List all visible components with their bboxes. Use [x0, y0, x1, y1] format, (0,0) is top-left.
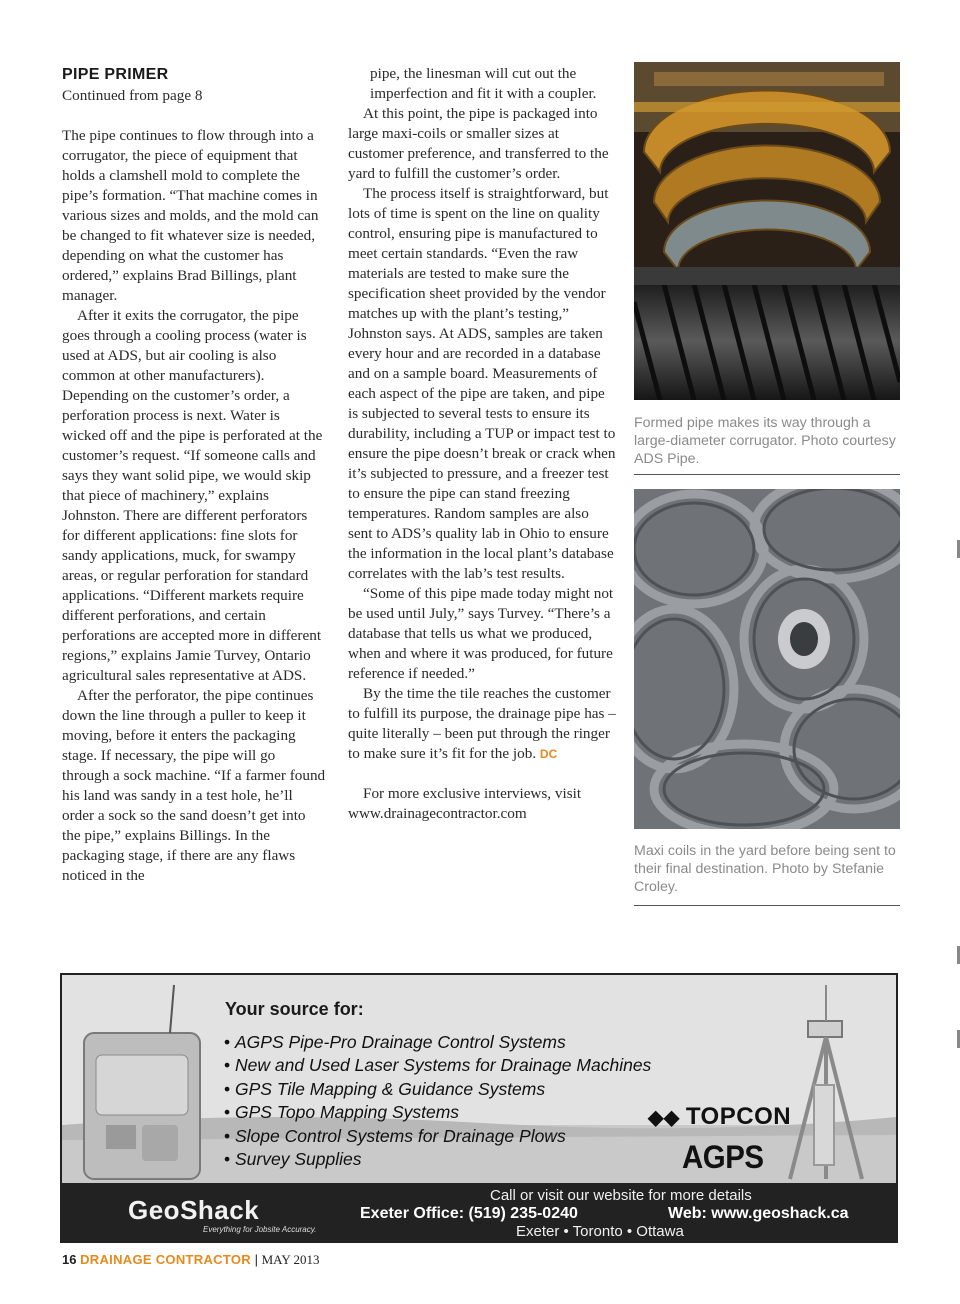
- maxi-coils-photo: [634, 489, 900, 829]
- paragraph: [348, 684, 616, 764]
- ad-list-item: • Slope Control Systems for Drainage Plows: [224, 1125, 651, 1148]
- locations: Exeter • Toronto • Ottawa: [516, 1223, 684, 1240]
- office-phone[interactable]: Exeter Office: (519) 235-0240: [360, 1205, 578, 1222]
- ad-list-item: • AGPS Pipe-Pro Drainage Control Systems: [224, 1031, 651, 1054]
- corrugator-photo: [634, 62, 900, 400]
- photo2-caption: Maxi coils in the yard before being sent to their final destination. Photo by Stefanie Croley.: [634, 843, 896, 895]
- geoshack-logo: GeoShack: [128, 1195, 260, 1225]
- geoshack-tagline: Everything for Jobsite Accuracy.: [203, 1225, 317, 1234]
- ad-title: Your source for:: [225, 999, 364, 1019]
- issue-date: MAY 2013: [261, 1252, 320, 1267]
- magazine-name: DRAINAGE CONTRACTOR: [80, 1252, 251, 1267]
- photo1-caption: Formed pipe makes its way through a large-diameter corrugator. Photo courtesy ADS Pipe.: [634, 415, 896, 467]
- end-mark: DC: [539, 747, 558, 761]
- section-title: PIPE PRIMER: [62, 66, 169, 83]
- paragraph: At this point, the pipe is packaged into large maxi-coils or smaller sizes at customer preference, and transferred to the yard to fulfill the customer’s order.: [348, 105, 609, 182]
- paragraph: The process itself is straightforward, but lots of time is spent on the line on quality control, ensuring pipe is manufactured to meet certain standards. “Even the raw materials are tested to make sure the specification sheet provided by the vendor matches up with the plant’s testing,” Johnston says. At ADS, samples are taken every hour and are recorded in a database and on a sample board. Measurements of each aspect of the pipe are taken, and pipe is subjected to several tests to ensure its durability, including a TUP or impact test to ensure the pipe doesn’t break or crack when it’s subjected to pressure, and a freezer test to ensure the pipe can stand freezing temperatures. Random samples are also sent to ADS’s quality lab in Ohio to ensure the information in the local plant’s database correlates with the lab’s test results.: [348, 185, 616, 582]
- ad-list-item: • New and Used Laser Systems for Drainage Machines: [224, 1054, 651, 1077]
- ad-contact-bar: [62, 1183, 896, 1241]
- paragraph: “Some of this pipe made today might not be used until July,” says Turvey. “There’s a database that tells us what we produced, when and where it was produced, for future reference if needed.”: [348, 585, 614, 682]
- paragraph: After it exits the corrugator, the pipe goes through a cooling process (water is used at ADS, but air cooling is also common at other manufacturers). Depending on the customer’s order, a perforation process is next. Water is wicked off and the pipe is perforated at the customer’s request. “If someone calls and says they want solid pipe, we would skip that piece of machinery,” explains Johnston. There are different perforators for different applications: fine slots for sandy applications, muck, for swampy areas, or regular perforation for standard applications. “Different markets require different perforations, and certain perforations are accepted more in different regions,” explains Jamie Turvey, Ontario agricultural sales representative at ADS.: [62, 307, 323, 684]
- website-link[interactable]: Web: www.geoshack.ca: [668, 1205, 849, 1222]
- topcon-logo: ◆◆ TOPCON: [648, 1103, 792, 1130]
- footer-separator: |: [254, 1252, 258, 1267]
- paragraph: The pipe continues to flow through into a corrugator, the piece of equipment that holds a clamshell mold to complete the pipe’s formation. “That machine comes in various sizes and molds, and the mold can be changed to fit whatever size is needed, depending on what the customer has ordered,” explains Brad Billings, plant manager.: [62, 127, 319, 304]
- ad-product-list: [224, 1031, 651, 1171]
- ad-list-item: • Survey Supplies: [224, 1148, 651, 1171]
- caption-divider: [634, 474, 900, 475]
- page-number: 16: [62, 1252, 77, 1267]
- paragraph: After the perforator, the pipe continues down the line through a puller to keep it moving, before it enters the packaging stage. If necessary, the pipe will go through a sock machine. “If a farmer found his land was sandy in a test hole, he’ll order a sock so the sand doesn’t get into the pipe,” explains Billings. In the packaging stage, if there are any flaws noticed in the: [62, 687, 326, 884]
- paragraph-text: By the time the tile reaches the customer to fulfill its purpose, the drainage pipe has – quite literally – been put through the ringer to make sure it’s fit for the job.: [348, 685, 616, 762]
- promo-text: For more exclusive interviews, visit www.drainagecontractor.com: [348, 785, 582, 822]
- corrugator-image: [634, 62, 900, 400]
- ad-list-item: • GPS Topo Mapping Systems: [224, 1101, 651, 1124]
- caption-divider: [634, 905, 900, 906]
- article-column-1: [62, 64, 326, 886]
- ad-list-item: • GPS Tile Mapping & Guidance Systems: [224, 1078, 651, 1101]
- call-line: Call or visit our website for more details: [490, 1187, 752, 1204]
- agps-logo: AGPS: [682, 1139, 764, 1175]
- page-footer: [62, 1252, 320, 1268]
- geoshack-advertisement[interactable]: [60, 973, 898, 1243]
- paragraph: pipe, the linesman will cut out the imperfection and fit it with a coupler.: [370, 65, 597, 102]
- maxi-coils-image: [634, 489, 900, 829]
- article-column-2: [348, 64, 616, 824]
- continued-note: Continued from page 8: [62, 87, 203, 104]
